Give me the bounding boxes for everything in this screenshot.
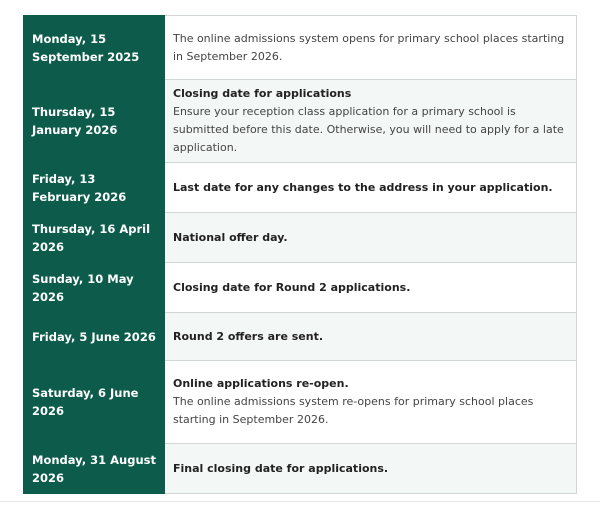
description-title: National offer day.: [173, 230, 288, 244]
date-cell: Monday, 15 September 2025: [24, 16, 165, 80]
description-title: Round 2 offers are sent.: [173, 329, 324, 343]
table-row: [24, 361, 577, 444]
description-text: Ensure your reception class application for a primary school is submitted before this date. Otherwise, you will need to apply for a late application.: [173, 105, 564, 154]
description-cell: [165, 263, 577, 313]
description-cell: [165, 163, 577, 213]
date-cell: Friday, 13 February 2026: [24, 163, 165, 213]
description-cell: [165, 80, 577, 163]
description-title: Closing date for applications: [173, 87, 352, 100]
description-cell: [165, 16, 577, 80]
date-cell: Sunday, 10 May 2026: [24, 263, 165, 313]
description-cell: [165, 213, 577, 263]
description-cell: [165, 361, 577, 444]
date-cell: Monday, 31 August 2026: [24, 444, 165, 494]
description-title: Closing date for Round 2 applications.: [173, 280, 411, 294]
description-title: Last date for any changes to the address in your application.: [173, 180, 553, 194]
date-cell: Thursday, 16 April 2026: [24, 213, 165, 263]
table-row: [24, 313, 577, 361]
description-title: Online applications re-open.: [173, 377, 349, 390]
bottom-divider: [0, 501, 600, 502]
table-row: [24, 263, 577, 313]
table-row: [24, 80, 577, 163]
admissions-timeline-table: [23, 15, 577, 494]
description-text: The online admissions system opens for primary school places starting in September 2026.: [173, 31, 565, 63]
date-cell: Thursday, 15 January 2026: [24, 80, 165, 163]
date-cell: Friday, 5 June 2026: [24, 313, 165, 361]
table-row: [24, 16, 577, 80]
description-cell: [165, 313, 577, 361]
table-row: [24, 444, 577, 494]
table-row: [24, 163, 577, 213]
table-row: [24, 213, 577, 263]
description-cell: [165, 444, 577, 494]
description-title: Final closing date for applications.: [173, 461, 389, 475]
description-text: The online admissions system re-opens for primary school places starting in September 2026.: [173, 395, 534, 426]
date-cell: Saturday, 6 June 2026: [24, 361, 165, 444]
